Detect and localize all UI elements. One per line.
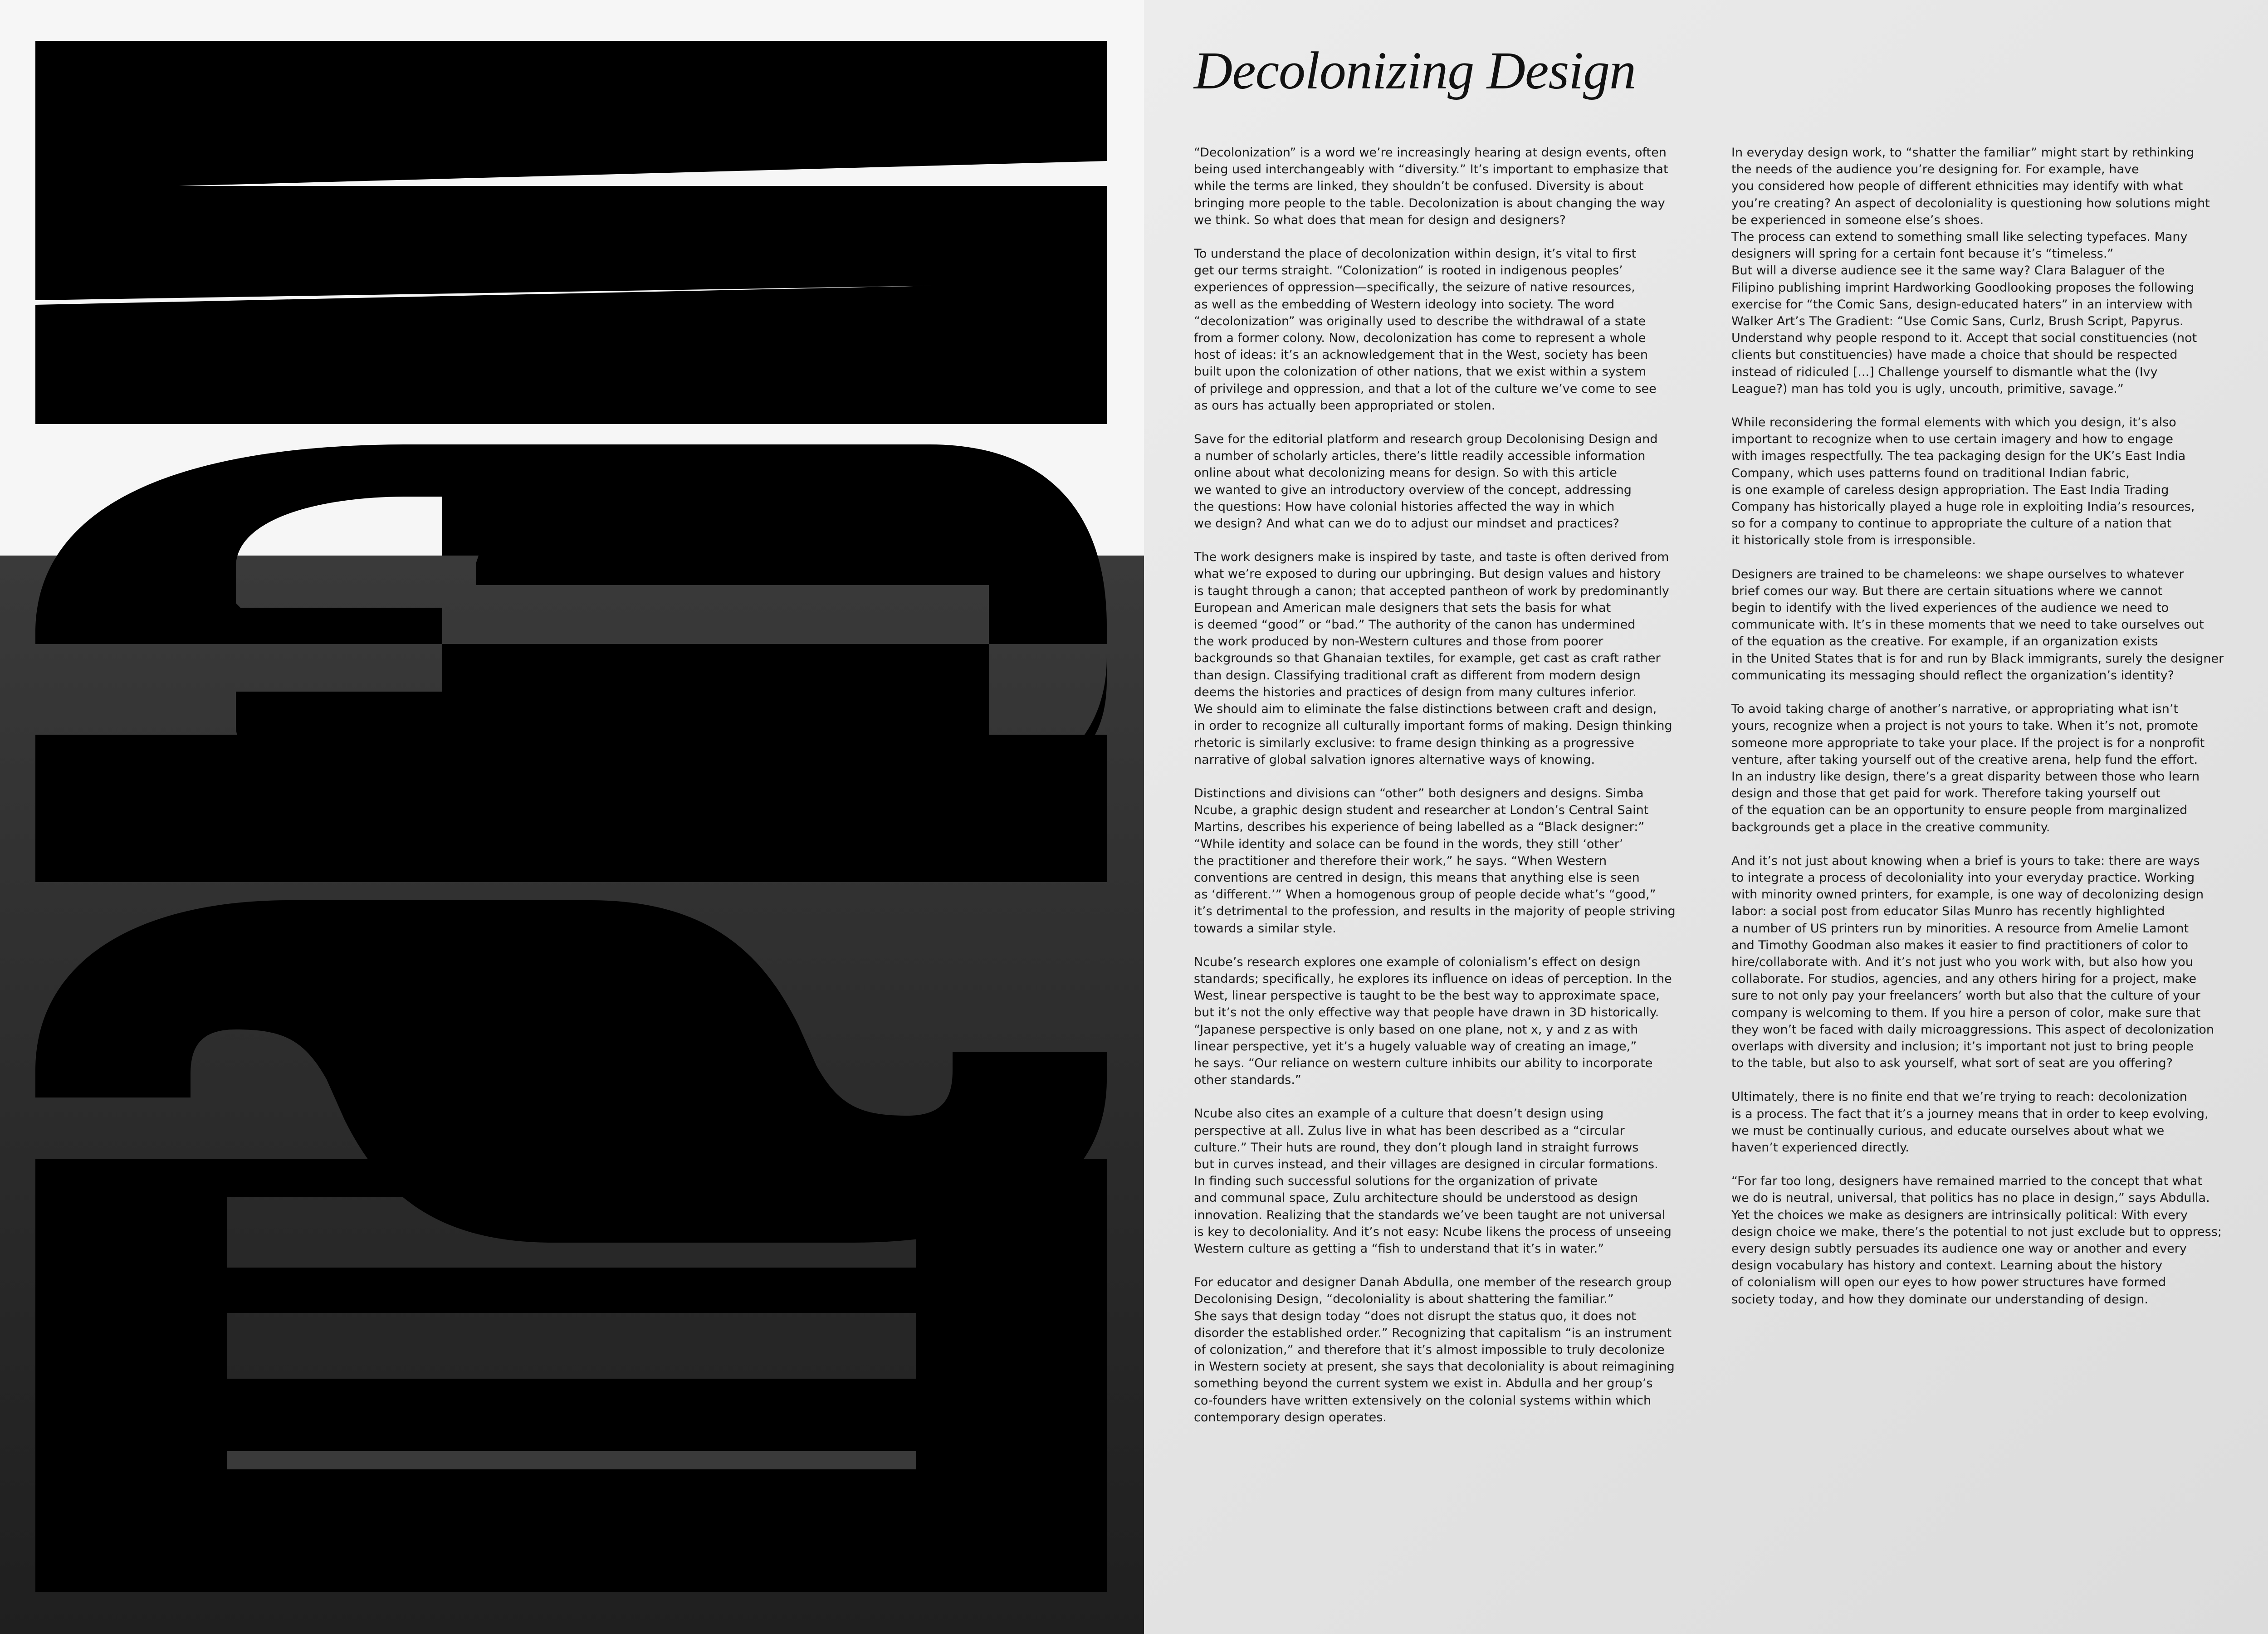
paragraph: For educator and designer Danah Abdulla, one member of the research group Decolonising Design, “decoloniality is about shattering the familiar.” She says that design today “does not disrupt the status quo, it does not disorder the established order.” Recognizing that capitalism “is an instrument of colonization,” and therefore that it’s almost impossible to truly decolonize in Western society at present, she says that decoloniality is about reimagining something beyond the current system we exist in. Abdulla and her group’s co-founders have written extensively on the colonial systems within which contemporary design operates. <box>1194 1275 1675 1424</box>
article-panel <box>1144 0 2268 1634</box>
paragraph: In everyday design work, to “shatter the familiar” might start by rethinking the needs of the audience you’re designing for. For example, have you considered how people of different ethnicities may identify with what you’re creating? An aspect of decoloniality is questioning how solutions might be experienced in someone else’s shoes. The process can extend to something small like selecting typefaces. Many designers will spring for a certain font because it’s “timeless.” But will a diverse audience see it the same way? Clara Balaguer of the Filipino publishing imprint Hardworking Goodlooking proposes the following exercise for “the Comic Sans, design-educated haters” in an interview with Walker Art’s The Gradient: “Use Comic Sans, Curlz, Brush Script, Papyrus. Understand why people respond to it. Accept that social constituencies (not clients but constituencies) have made a choice that should be respected instead of ridiculed [...] Challenge yourself to dismantle what the (Ivy League?) man has told you is ugly, uncouth, primitive, savage.” <box>1731 146 2210 396</box>
paragraph: Distinctions and divisions can “other” both designers and designs. Simba Ncube, a graphic design student and researcher at London’s Central Saint Martins, describes his experience of being labelled as a “Black designer:” “While identity and solace can be found in the words, they still ‘other’ the practitioner and therefore their work,” he says. “When Western conventions are centred in design, this means that anything else is seen as ‘different.’” When a homogenous group of people decide what’s “good,” it’s detrimental to the profession, and results in the majority of people striving towards a similar style. <box>1194 786 1676 936</box>
article-column-left <box>1194 144 1693 1443</box>
paragraph: Ultimately, there is no finite end that we’re trying to reach: decolonization is a process. The fact that it’s a journey means that in order to keep evolving, we must be continually curious, and educate ourselves about what we haven’t experienced directly. <box>1731 1090 2209 1155</box>
paragraph: “For far too long, designers have remained married to the concept that what we do is neutral, universal, that politics has no place in design,” says Abdulla. Yet the choices we make as designers are intrinsically political: With every design choice we make, there’s the potential to not just exclude but to oppress; every design subtly persuades its audience one way or another and every design vocabulary has history and context. Learning about the history of colonialism will open our eyes to how power structures have formed society today, and how they dominate our understanding of design. <box>1731 1174 2222 1307</box>
paragraph: Designers are trained to be chameleons: we shape ourselves to whatever brief comes our way. But there are certain situations where we cannot begin to identify with the lived experiences of the audience we need to communicate with. It’s in these moments that we need to take ourselves out of the equation as the creative. For example, if an organization exists in the United States that is for and run by Black immigrants, surely the designer communicating its messaging should reflect the organization’s identity? <box>1731 567 2224 683</box>
paragraph: “Decolonization” is a word we’re increasingly hearing at design events, often being used interchangeably with “diversity.” It’s important to emphasize that while the terms are linked, they shouldn’t be confused. Diversity is about bringing more people to the table. Decolonization is about changing the way we think. So what does that mean for design and designers? <box>1194 146 1668 227</box>
paragraph: While reconsidering the formal elements with which you design, it’s also important to recognize when to use certain imagery and how to engage with images respectfully. The tea packaging design for the UK’s East India Company, which uses patterns found on traditional Indian fabric, is one example of careless design appropriation. The East India Trading Company has historically played a huge role in exploiting India’s resources, so for a company to continue to appropriate the culture of a nation that it historically stole from is irresponsible. <box>1731 415 2195 548</box>
paragraph: To avoid taking charge of another’s narrative, or appropriating what isn’t yours, recognize when a project is not yours to take. When it’s not, promote someone more appropriate to take your place. If the project is for a nonprofit venture, after taking yourself out of the creative arena, help fund the effort. In an industry like design, there’s a great disparity between those who learn design and those that get paid for work. Therefore taking yourself out of the equation can be an opportunity to ensure people from marginalized backgrounds get a place in the creative community. <box>1731 702 2205 834</box>
article-column-right <box>1731 144 2230 1325</box>
paragraph: Ncube also cites an example of a culture that doesn’t design using perspective at all. Zulus live in what has been described as a “circular culture.” Their huts are round, they don’t plough land in straight furrows but in curves instead, and their villages are designed in circular formations. In finding such successful solutions for the organization of private and communal space, Zulu architecture should be understood as design innovation. Realizing that the standards we’ve been taught are not universal is key to decoloniality. And it’s not easy: Ncube likens the process of unseeing Western culture as getting a “fish to understand that it’s in water.” <box>1194 1107 1672 1256</box>
letter-n <box>35 41 1107 424</box>
letter-i <box>35 735 1107 882</box>
paragraph: And it’s not just about knowing when a brief is yours to take: there are ways to integrate a process of decoloniality into your everyday practice. Working with minority owned printers, for example, is one way of decolonizing design labor: a social post from educator Silas Munro has recently highlighted a number of US printers run by minorities. A resource from Amelie Lamont and Timothy Goodman also makes it easier to find practitioners of color to hire/collaborate with. And it’s not just who you work with, but also how you collaborate. For studios, agencies, and any others hiring for a project, make sure to not only pay your freelancers’ worth but also that the culture of your company is welcoming to them. If you hire a person of color, make sure that they won’t be faced with daily microaggressions. This aspect of decolonization overlaps with diversity and inclusion; it’s important not just to bring people to the table, but also to ask yourself, what sort of seat are you offering? <box>1731 854 2214 1071</box>
paragraph: The work designers make is inspired by taste, and taste is often derived from what we’re exposed to during our upbringing. But design values and history is taught through a canon; that accepted pantheon of work by predominantly European and American male designers that sets the basis for what is deemed “good” or “bad.” The authority of the canon has undermined the work produced by non-Western cultures and those from poorer backgrounds so that Ghanaian textiles, for example, get cast as craft rather than design. Classifying traditional craft as different from modern design deems the histories and practices of design from many cultures inferior. We should aim to eliminate the false distinctions between craft and design, in order to recognize all culturally important forms of making. Design thinking rhetoric is similarly exclusive: to frame design thinking as a progressive narrative of global salvation ignores alternative ways of knowing. <box>1194 550 1672 767</box>
letter-d-counter <box>227 1451 916 1469</box>
paragraph: To understand the place of decolonization within design, it’s vital to first get our terms straight. “Colonization” is rooted in indigenous peoples’ experiences of oppression—specifically, the seizure of native resources, as well as the embedding of Western ideology into society. The word “decolonization” was originally used to describe the withdrawal of a state from a former colony. Now, decolonization has come to represent a whole host of ideas: it’s an acknowledgement that in the West, society has been built upon the colonization of other nations, that we exist within a system of privilege and oppression, and that a lot of the culture we’ve come to see as ours has actually been appropriated or stolen. <box>1194 247 1657 413</box>
article-title: Decolonizing Design <box>1194 41 1636 100</box>
letter-d <box>35 1410 1107 1592</box>
paragraph: Save for the editorial platform and research group Decolonising Design and a number of scholarly articles, there’s little readily accessible information online about what decolonizing means for design. So with this article we wanted to give an introductory overview of the concept, addressing the questions: How have colonial histories affected the way in which we design? And what can we do to adjust our mindset and practices? <box>1194 432 1658 531</box>
paragraph: Ncube’s research explores one example of colonialism’s effect on design standards; specifically, he explores its influence on ideas of perception. In the West, linear perspective is taught to be the best way to approximate space, but it’s not the only effective way that people have drawn in 3D historically. “Japanese perspective is only based on one plane, not x, y and z as with linear perspective, yet it’s a hugely valuable way of creating an image,” he says. “Our reliance on western culture inhibits our ability to incorporate other standards.” <box>1194 955 1672 1088</box>
